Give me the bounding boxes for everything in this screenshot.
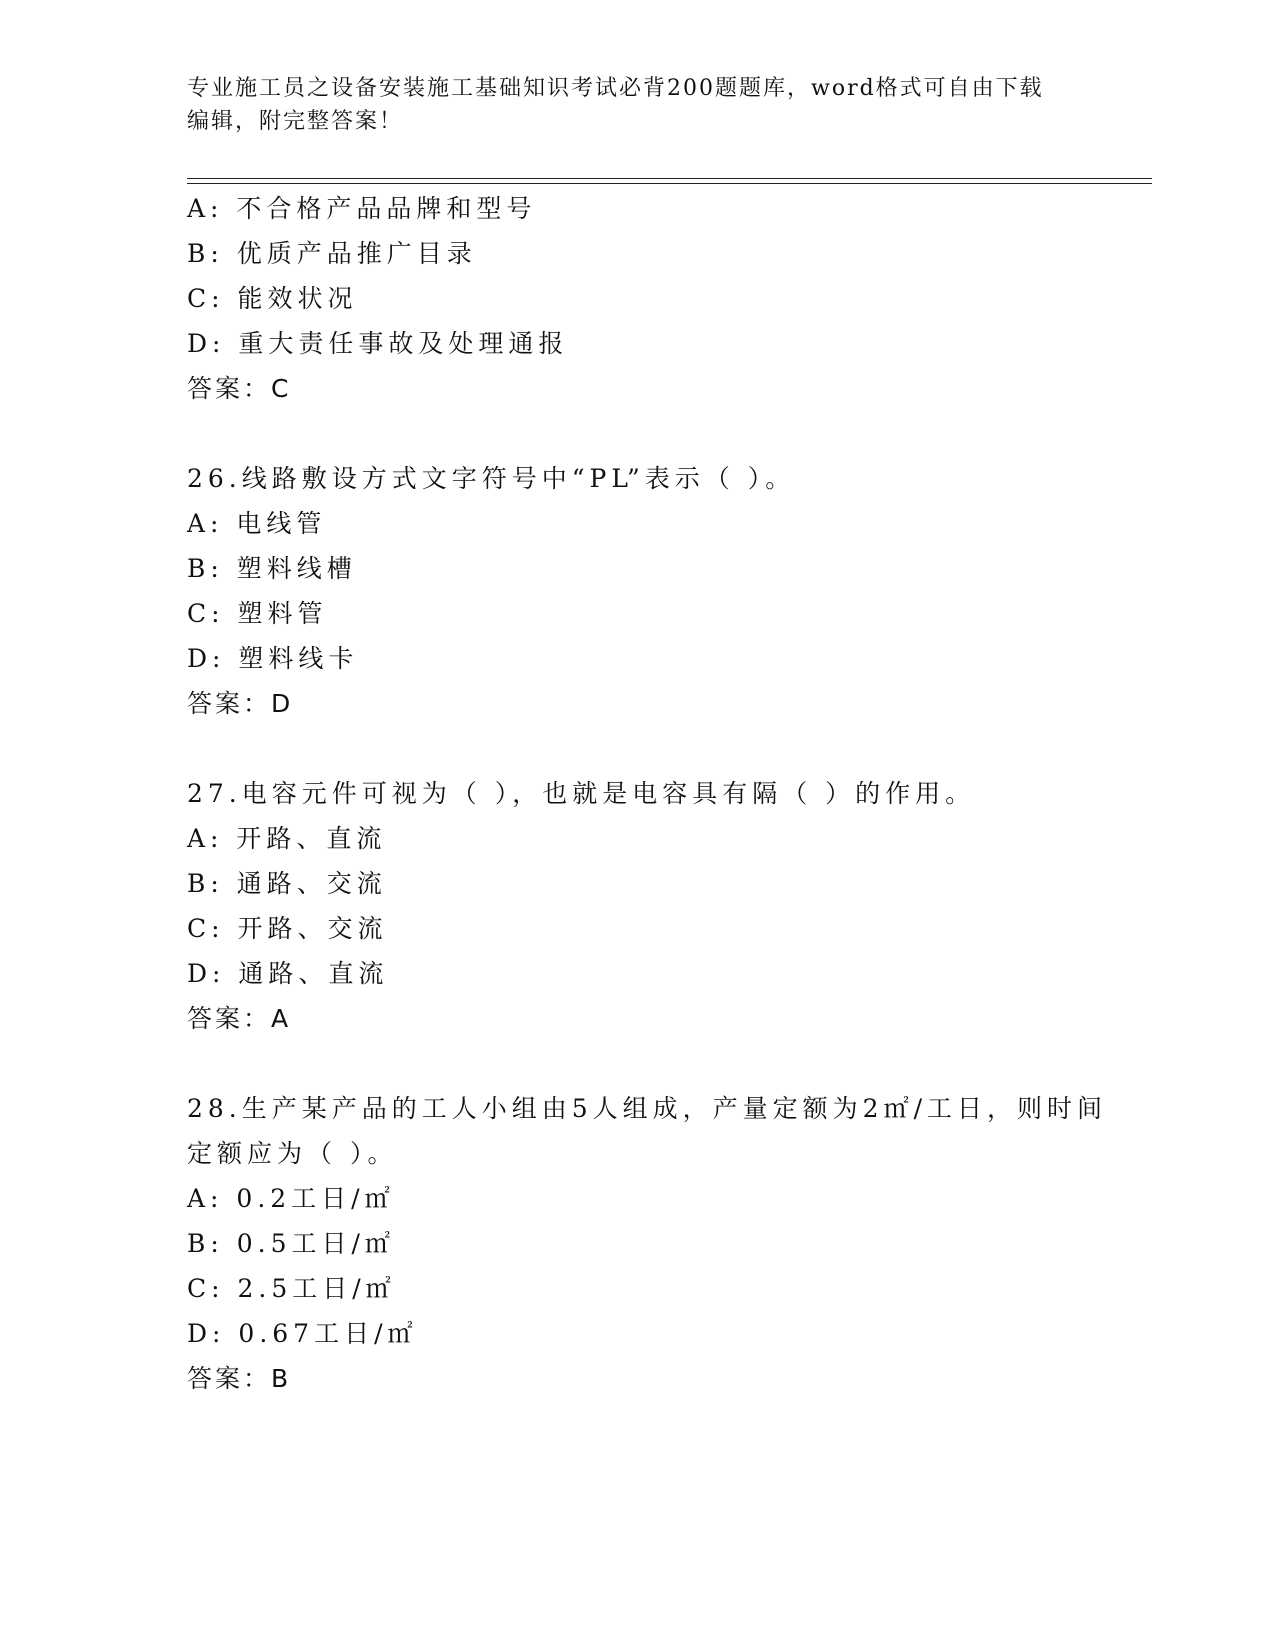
q28-option-c: C: 2.5工日/㎡	[187, 1274, 396, 1303]
q26-option-c: C: 塑料管	[187, 599, 328, 628]
header-divider-bottom	[187, 183, 1152, 184]
q27-answer: 答案：A	[187, 1004, 292, 1033]
header-line-2: 编辑，附完整答案！	[187, 109, 404, 134]
header-line-1: 专业施工员之设备安装施工基础知识考试必背200题题库，word格式可自由下载	[187, 76, 1044, 101]
q27-option-c: C: 开路、交流	[187, 914, 388, 943]
q26-option-a: A: 电线管	[187, 509, 327, 538]
q26-answer: 答案：D	[187, 689, 294, 718]
q28-stem-line-1: 28.生产某产品的工人小组由5人组成，产量定额为2㎡/工日，则时间	[187, 1094, 1107, 1123]
document-header	[187, 72, 1067, 138]
header-divider-top	[187, 178, 1152, 179]
q25-answer: 答案：C	[187, 374, 292, 403]
q27-option-d: D: 通路、直流	[187, 959, 389, 988]
q27-option-b: B: 通路、交流	[187, 869, 387, 898]
q27-option-a: A: 开路、直流	[187, 824, 387, 853]
q28-option-d: D: 0.67工日/㎡	[187, 1319, 418, 1348]
q28-option-b: B: 0.5工日/㎡	[187, 1229, 395, 1258]
q26-stem: 26.线路敷设方式文字符号中“PL”表示（ ）。	[187, 464, 796, 493]
q27-stem: 27.电容元件可视为（ ），也就是电容具有隔（ ）的作用。	[187, 779, 976, 808]
q25-option-a: A: 不合格产品品牌和型号	[187, 194, 537, 223]
q25-option-d: D: 重大责任事故及处理通报	[187, 329, 569, 358]
q28-answer: 答案：B	[187, 1364, 292, 1393]
q26-option-d: D: 塑料线卡	[187, 644, 359, 673]
q28-stem-line-2: 定额应为（ ）。	[187, 1139, 398, 1168]
q25-option-c: C: 能效状况	[187, 284, 358, 313]
q25-option-b: B: 优质产品推广目录	[187, 239, 477, 268]
q26-option-b: B: 塑料线槽	[187, 554, 357, 583]
q28-option-a: A: 0.2工日/㎡	[187, 1184, 395, 1213]
